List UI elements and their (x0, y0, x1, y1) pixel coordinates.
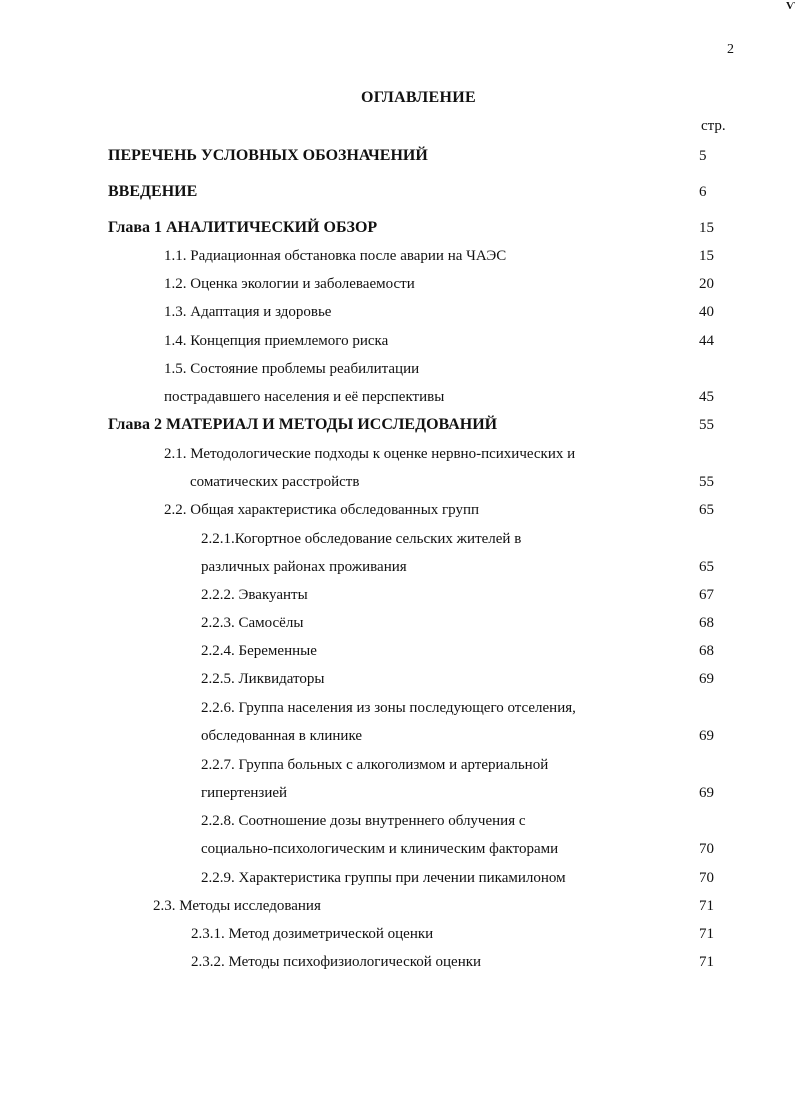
toc-entry-page: 55 (699, 474, 714, 490)
toc-entry-row[interactable] (0, 301, 797, 323)
toc-entry-text: 2.2. Общая характеристика обследованных групп (164, 502, 480, 518)
toc-entry-row[interactable] (0, 810, 797, 832)
toc-entry-text: 2.2.2. Эвакуанты (201, 587, 308, 603)
toc-entry-row[interactable] (0, 499, 797, 521)
toc-entry-text: 2.3.2. Методы психофизиологической оценки (191, 954, 482, 970)
toc-entry-page: 68 (699, 643, 714, 659)
toc-entry-text: 1.3. Адаптация и здоровье (164, 304, 332, 320)
toc-entry-text: обследованная в клинике (201, 728, 363, 744)
toc-entry-text: 2.2.5. Ликвидаторы (201, 671, 325, 687)
toc-entry-row[interactable] (0, 867, 797, 889)
toc-entry-page: 44 (699, 333, 714, 349)
toc-entry-text: Глава 2 МАТЕРИАЛ И МЕТОДЫ ИССЛЕДОВАНИЙ (108, 416, 498, 433)
toc-entry-page: 69 (699, 785, 714, 801)
toc-entry-text: 2.2.8. Соотношение дозы внутреннего облучения с (201, 813, 526, 829)
toc-entry-text: 2.2.6. Группа населения из зоны последующего отселения, (201, 700, 576, 716)
toc-entry-page: 67 (699, 587, 714, 603)
toc-entry-row[interactable] (0, 612, 797, 634)
toc-entry-page: 15 (699, 248, 714, 264)
toc-entry-row[interactable] (0, 754, 797, 776)
toc-entry-text: гипертензией (201, 785, 288, 801)
toc-entry-row[interactable] (0, 895, 797, 917)
toc-entry-row[interactable] (0, 358, 797, 380)
toc-entry-row[interactable] (0, 838, 797, 860)
toc-entry-row[interactable] (0, 443, 797, 465)
toc-chapter-row[interactable] (0, 414, 797, 436)
toc-entry-page: 6 (699, 184, 707, 200)
toc-entry-row[interactable] (0, 923, 797, 945)
page-number: 2 (727, 42, 734, 57)
toc-entry-row[interactable] (0, 528, 797, 550)
toc-entry-text: 2.2.4. Беременные (201, 643, 317, 659)
toc-chapter-row[interactable] (0, 145, 797, 167)
toc-entry-text: ПЕРЕЧЕНЬ УСЛОВНЫХ ОБОЗНАЧЕНИЙ (108, 147, 428, 164)
toc-entry-row[interactable] (0, 782, 797, 804)
toc-entry-page: 65 (699, 502, 714, 518)
toc-entry-text: 1.5. Состояние проблемы реабилитации (164, 361, 420, 377)
toc-entry-row[interactable] (0, 668, 797, 690)
toc-entry-text: 1.2. Оценка экологии и заболеваемости (164, 276, 415, 292)
toc-entry-page: 55 (699, 417, 714, 433)
toc-entry-row[interactable] (0, 273, 797, 295)
toc-entry-text: 1.4. Концепция приемлемого риска (164, 333, 389, 349)
toc-entry-row[interactable] (0, 951, 797, 973)
toc-entry-text: Глава 1 АНАЛИТИЧЕСКИЙ ОБЗОР (108, 219, 378, 236)
toc-entry-row[interactable] (0, 640, 797, 662)
toc-entry-row[interactable] (0, 245, 797, 267)
toc-entry-text: 1.1. Радиационная обстановка после аварии на ЧАЭС (164, 248, 507, 264)
toc-entry-text: пострадавшего населения и её перспективы (164, 389, 445, 405)
page-column-label: стр. (701, 118, 726, 134)
toc-entry-page: 20 (699, 276, 714, 292)
toc-entry-page: 69 (699, 671, 714, 687)
toc-entry-text: 2.2.1.Когортное обследование сельских жителей в (201, 531, 522, 547)
toc-entry-page: 68 (699, 615, 714, 631)
toc-entry-text: 2.2.3. Самосёлы (201, 615, 304, 631)
toc-entry-text: 2.2.9. Характеристика группы при лечении пикамилоном (201, 870, 566, 886)
toc-entry-page: 71 (699, 954, 714, 970)
toc-entry-page: 70 (699, 841, 714, 857)
toc-entry-page: 71 (699, 926, 714, 942)
toc-entry-text: различных районах проживания (201, 559, 407, 575)
toc-entry-text: социально-психологическим и клиническим факторами (201, 841, 559, 857)
toc-entry-text: 2.3.1. Метод дозиметрической оценки (191, 926, 434, 942)
toc-entry-page: 70 (699, 870, 714, 886)
toc-entry-page: 15 (699, 220, 714, 236)
toc-entry-text: 2.2.7. Группа больных с алкоголизмом и артериальной (201, 757, 549, 773)
toc-entry-page: 5 (699, 148, 707, 164)
toc-entry-row[interactable] (0, 330, 797, 352)
corner-mark: Ѵ (786, 0, 795, 12)
toc-entry-row[interactable] (0, 584, 797, 606)
toc-entry-row[interactable] (0, 725, 797, 747)
toc-entry-page: 40 (699, 304, 714, 320)
toc-chapter-row[interactable] (0, 181, 797, 203)
toc-entry-row[interactable] (0, 386, 797, 408)
toc-entry-page: 69 (699, 728, 714, 744)
toc-entry-text: ВВЕДЕНИЕ (108, 183, 198, 200)
toc-entry-page: 45 (699, 389, 714, 405)
toc-entry-page: 65 (699, 559, 714, 575)
toc-entry-row[interactable] (0, 471, 797, 493)
toc-entry-row[interactable] (0, 697, 797, 719)
toc-entry-text: 2.3. Методы исследования (153, 898, 321, 914)
toc-entry-text: соматических расстройств (190, 474, 360, 490)
toc-entry-page: 71 (699, 898, 714, 914)
toc-chapter-row[interactable] (0, 217, 797, 239)
toc-title: ОГЛАВЛЕНИЕ (361, 89, 476, 106)
toc-entry-text: 2.1. Методологические подходы к оценке нервно-психических и (164, 446, 576, 462)
toc-entry-row[interactable] (0, 556, 797, 578)
